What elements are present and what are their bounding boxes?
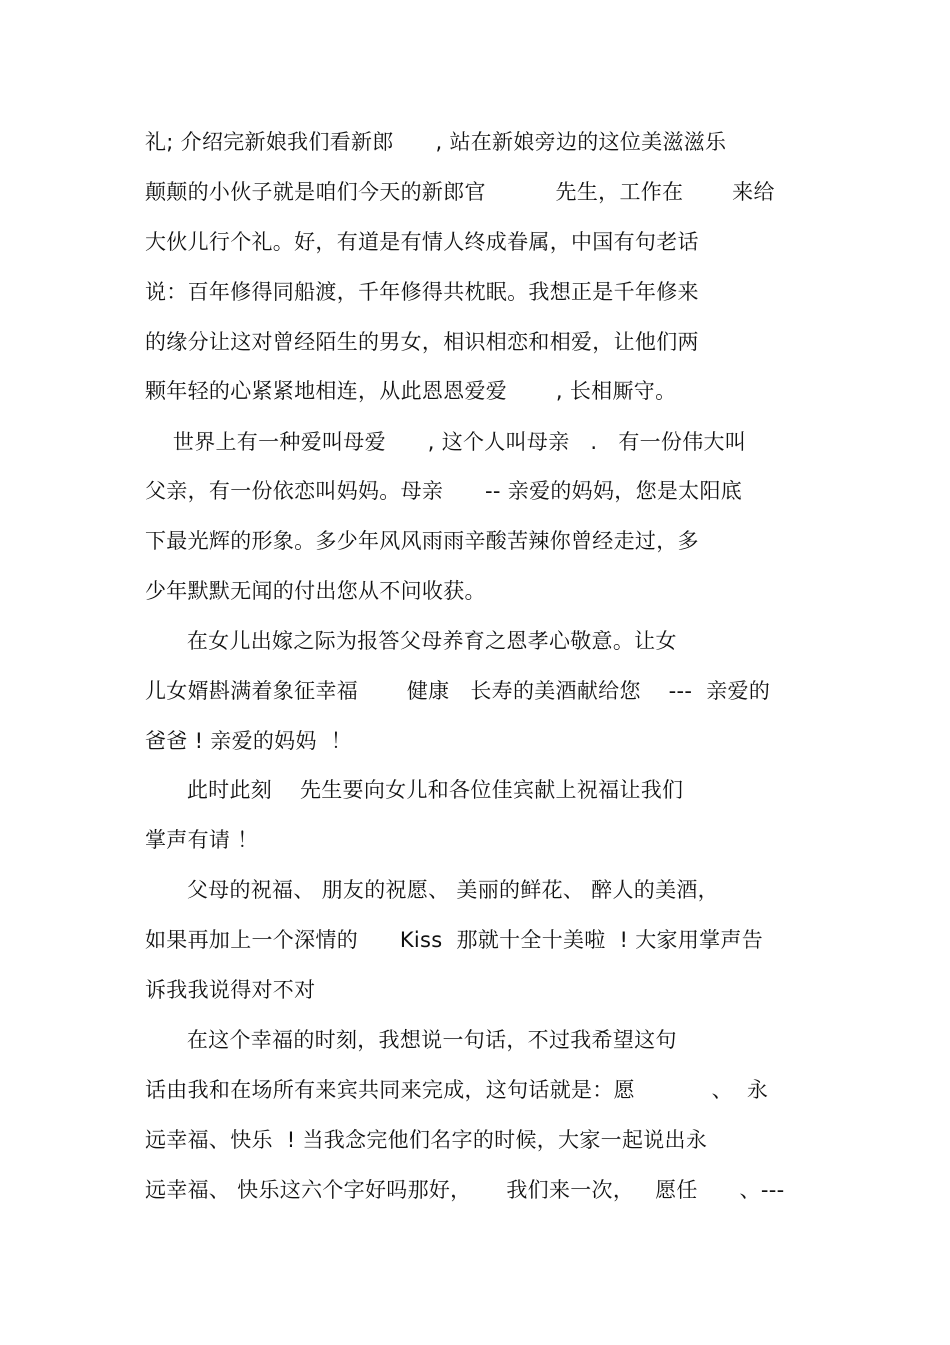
text-line: 颠颠的小伙子就是咱们今天的新郎官 先生，工作在 来给 bbox=[145, 180, 775, 204]
text-line: 如果再加上一个深情的 Kiss 那就十全十美啦 ! 大家用掌声告 bbox=[145, 928, 764, 952]
text-line: 世界上有一种爱叫母爱 , 这个人叫母亲 . 有一份伟大叫 bbox=[145, 430, 747, 454]
text-line: 父母的祝福、 朋友的祝愿、 美丽的鲜花、 醉人的美酒， bbox=[145, 878, 719, 902]
text-line: 下最光辉的形象。多少年风风雨雨辛酸苦辣你曾经走过，多 bbox=[145, 529, 699, 553]
text-line: 在这个幸福的时刻，我想说一句话，不过我希望这句 bbox=[145, 1028, 677, 1052]
text-line: 话由我和在场所有来宾共同来完成，这句话就是：愿 、 永 bbox=[145, 1078, 769, 1102]
text-line: 诉我我说得对不对 bbox=[145, 978, 316, 1002]
text-line: 大伙儿行个礼。好，有道是有情人终成眷属，中国有句老话 bbox=[145, 230, 699, 254]
text-line: 颗年轻的心紧紧地相连，从此恩恩爱爱 , 长相厮守。 bbox=[145, 379, 677, 403]
text-line: 远幸福、 快乐这六个字好吗那好， 我们来一次， 愿任 、--- bbox=[145, 1178, 785, 1202]
text-line: 掌声有请 ！ bbox=[145, 828, 259, 852]
text-line: 少年默默无闻的付出您从不问收获。 bbox=[145, 579, 486, 603]
text-line: 爸爸 ! 亲爱的妈妈 ！ bbox=[145, 729, 353, 753]
text-line: 礼; 介绍完新娘我们看新郎 , 站在新娘旁边的这位美滋滋乐 bbox=[145, 130, 727, 154]
text-line: 说：百年修得同船渡，千年修得共枕眠。我想正是千年修来 bbox=[145, 280, 699, 304]
text-line: 在女儿出嫁之际为报答父母养育之恩孝心敬意。让女 bbox=[145, 629, 677, 653]
text-line: 的缘分让这对曾经陌生的男女，相识相恋和相爱，让他们两 bbox=[145, 330, 699, 354]
text-line: 此时此刻 先生要向女儿和各位佳宾献上祝福让我们 bbox=[145, 778, 684, 802]
text-line: 儿女婿斟满着象征幸福 健康 长寿的美酒献给您 --- 亲爱的 bbox=[145, 679, 771, 703]
text-line: 父亲，有一份依恋叫妈妈。母亲 -- 亲爱的妈妈，您是太阳底 bbox=[145, 479, 743, 503]
text-line: 远幸福、快乐 ! 当我念完他们名字的时候，大家一起说出永 bbox=[145, 1128, 708, 1152]
